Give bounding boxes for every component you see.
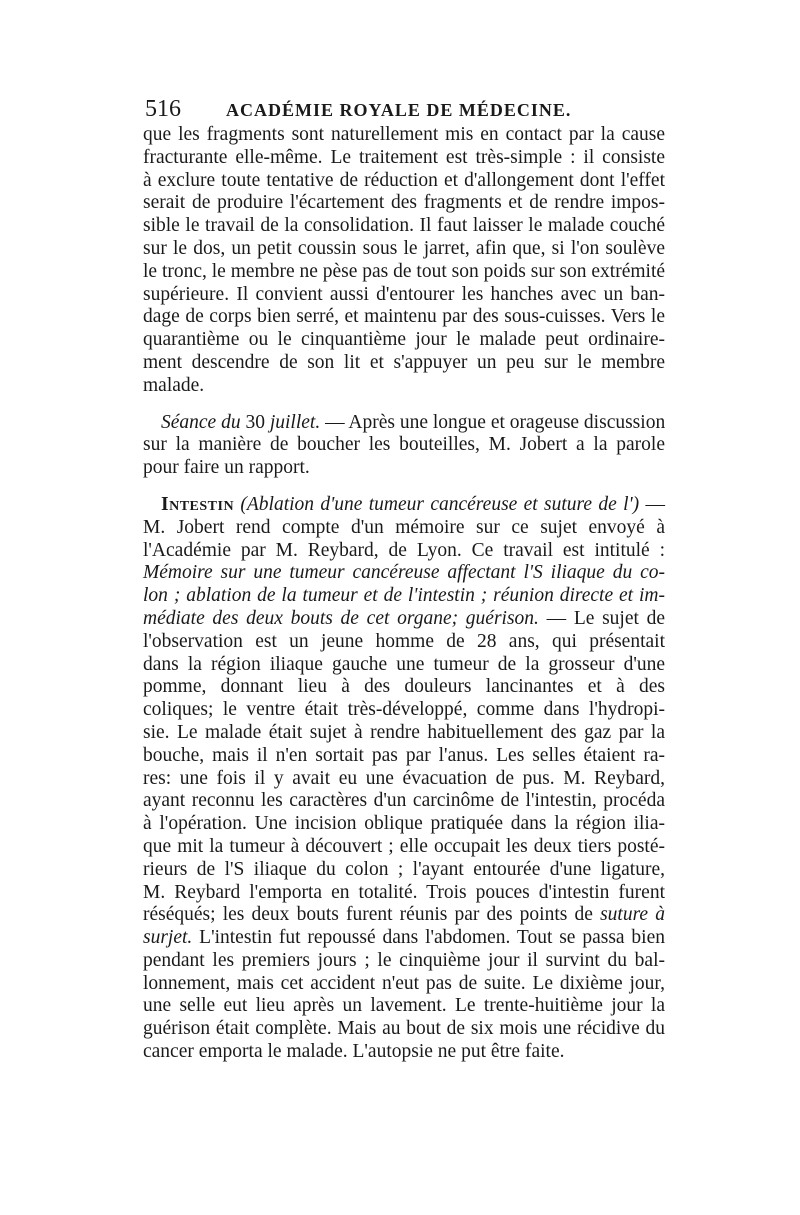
text-line: M. Reybard l'emporta en totalité. Trois pouces d'intestin furent bbox=[143, 881, 665, 903]
section-heading: Intestin bbox=[161, 493, 235, 515]
text-line: pendant les premiers jours ; le cinquième jour il survint du bal- bbox=[143, 949, 665, 971]
text-line: pour faire un rapport. bbox=[143, 457, 310, 479]
text-line: à l'opération. Une incision oblique pratiquée dans la région ilia- bbox=[143, 813, 665, 835]
running-head bbox=[145, 96, 665, 123]
text-line: cancer emporta le malade. L'autopsie ne put être faite. bbox=[143, 1041, 565, 1063]
text-line-italic: Mémoire sur une tumeur cancéreuse affectant l'S iliaque du co- bbox=[143, 562, 665, 584]
text-line: supérieure. Il convient aussi d'entourer les hanches avec un ban- bbox=[143, 283, 665, 305]
text-line: que les fragments sont naturellement mis en contact par la cause bbox=[143, 124, 665, 145]
paragraph-intestin bbox=[143, 494, 665, 1064]
text-line bbox=[143, 412, 665, 435]
section-heading-line bbox=[143, 494, 665, 517]
text-line: sible le travail de la consolidation. Il faut laisser le malade couché bbox=[143, 215, 665, 237]
text-line: surjet. L'intestin fut repoussé dans l'abdomen. Tout se passa bien bbox=[143, 927, 666, 949]
text-line: pomme, donnant lieu à des douleurs lancinantes et à des bbox=[143, 676, 665, 698]
text-line: malade. bbox=[143, 374, 205, 396]
section-heading-subtitle: (Ablation d'une tumeur cancéreuse et suture de l') bbox=[240, 493, 640, 515]
text-line: dans la région iliaque gauche une tumeur de la grosseur d'une bbox=[143, 653, 665, 675]
text-line: sur la manière de boucher les bouteilles, M. Jobert a la parole bbox=[143, 434, 665, 456]
session-label: Séance du bbox=[161, 411, 241, 433]
text-line: bouche, mais il n'en sortait pas par l'anus. Les selles étaient ra- bbox=[143, 744, 665, 766]
text-line: médiate des deux bouts de cet organe; guérison. — Le sujet de bbox=[143, 607, 666, 629]
text-line: fracturante elle-même. Le traitement est très-simple : il consiste bbox=[143, 146, 665, 168]
heading-dash: — bbox=[645, 493, 666, 515]
text-line: dage de corps bien serré, et maintenu par des sous-cuisses. Vers le bbox=[143, 306, 665, 328]
text-line: l'Académie par M. Reybard, de Lyon. Ce travail est intitulé : bbox=[143, 539, 665, 561]
text-line: guérison était complète. Mais au bout de six mois une récidive du bbox=[143, 1018, 665, 1040]
text-line: ayant reconnu les caractères d'un carcinôme de l'intestin, procéda bbox=[143, 790, 665, 812]
text-line: sie. Le malade était sujet à rendre habituellement des gaz par la bbox=[143, 721, 665, 743]
text-line: lonnement, mais cet accident n'eut pas de suite. Le dixième jour, bbox=[143, 972, 665, 994]
text-line: le tronc, le membre ne pèse pas de tout son poids sur son extrémité bbox=[143, 260, 666, 282]
text-line: rieurs de l'S iliaque du colon ; l'ayant entourée d'une ligature, bbox=[143, 858, 665, 880]
text-line: coliques; le ventre était très-développé, comme dans l'hydropi- bbox=[143, 699, 665, 721]
page-body bbox=[143, 124, 665, 1064]
session-text: — Après une longue et orageuse discussion bbox=[325, 411, 666, 433]
page-number: 516 bbox=[145, 96, 181, 122]
text-line: res: une fois il y avait eu une évacuation de pus. M. Reybard, bbox=[143, 767, 665, 789]
text-line: sur le dos, un petit coussin sous le jarret, afin que, si l'on soulève bbox=[143, 237, 665, 259]
text-line: quarantième ou le cinquantième jour le malade peut ordinaire- bbox=[143, 329, 665, 351]
text-line: M. Jobert rend compte d'un mémoire sur ce sujet envoyé à bbox=[143, 516, 665, 538]
text-line: une selle eut lieu après un lavement. Le trente-huitième jour la bbox=[143, 995, 665, 1017]
paragraph-treatment bbox=[143, 124, 665, 398]
session-day: 30 bbox=[245, 411, 265, 433]
paragraph-session bbox=[143, 412, 665, 480]
text-line-italic: lon ; ablation de la tumeur et de l'intestin ; réunion directe et im- bbox=[143, 585, 665, 607]
text-line: serait de produire l'écartement des fragments et de rendre impos- bbox=[143, 192, 665, 214]
text-line: ment descendre de son lit et s'appuyer un peu sur le membre bbox=[143, 351, 665, 373]
running-title: ACADÉMIE ROYALE DE MÉDECINE. bbox=[226, 100, 572, 120]
text-line: réséqués; les deux bouts furent réunis par des points de suture à bbox=[143, 904, 665, 926]
text-line: que mit la tumeur à découvert ; elle occupait les deux tiers posté- bbox=[143, 835, 665, 857]
session-month: juillet. bbox=[269, 411, 321, 433]
text-line: à exclure toute tentative de réduction et d'allongement dont l'effet bbox=[143, 169, 665, 191]
text-line: l'observation est un jeune homme de 28 ans, qui présentait bbox=[143, 630, 665, 652]
